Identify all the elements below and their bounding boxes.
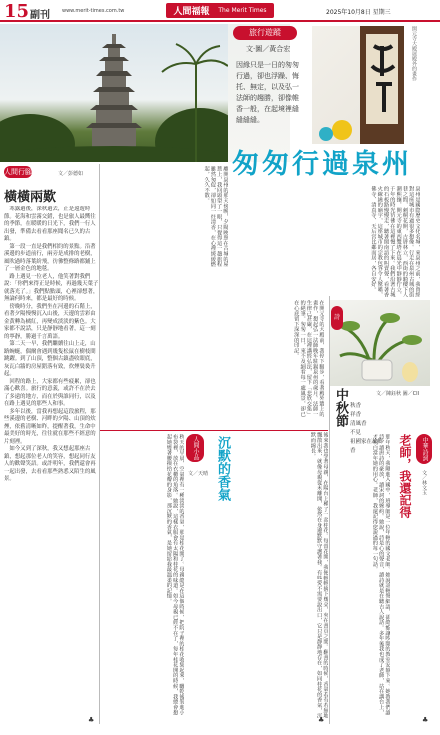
article-body [4, 206, 100, 716]
article-body: 泉州是國際歷史文化名城，來泉州之前，我曾經對這座城市有過很多想像。行走在泉州古城的街巷之間，刺桐花開，古厝林立，西街的騎樓下人潮熙攘，開元寺的東西雙塔在晨光中靜靜佇立，千年的時光彷彿在這裡慢了下來。我們沿著古城的石板路慢慢走，聽著閩南語的叫賣聲，看著香火繚繞的廟宇，這座城市的宗教包容令人驚嘆，佛寺、清真寺、天后宮比鄰而居，各自安好。 [369, 186, 420, 298]
page-number: 15 [4, 1, 30, 22]
article-title: 橫橫兩歎 [4, 190, 57, 205]
column-tag-label: 行腳 [18, 168, 32, 176]
poem-line: 清風香 [350, 421, 367, 427]
article-title: 老師，我還記得 [398, 434, 412, 518]
article-body-continued: 後來我也學著母親，在陽台上種了一盆桂花。每當花開，我便輕輕摘下幾朵，夾在書頁之間。翻書的時候，香氣若有若無地飄散出來，就像母親從未離開，依然在身邊默默守護著我。有些愛不需要說出口，它只是靜靜地存在，如同桂花的香氣，沉默而綿長。 [309, 432, 328, 719]
paragraph: 第一段一直是我們相約的景點。沿著溪邊的步道前行，兩旁是成排的老樹，風吹過時落葉紛飛，彷彿整條路都鋪上了一層金色的地毯。 [4, 243, 96, 272]
paragraph: 如今又到了深秋，我又想起那座古鎮，想起那位老人的笑容，想起同行友人的歡聲笑語。或許明年，我們還會再一起出發，去看看那些熟悉又陌生的風景。 [4, 446, 96, 482]
column-tag: 人間小品 [186, 434, 204, 462]
byline: 文／彭德如 [58, 171, 84, 177]
site-url[interactable]: www.merit-times.com.tw [62, 8, 125, 14]
article-body-continued: 離開泉州的那天傍晚，夕陽映照在古城的屋簷上，我回頭望了一眼，只覺得這一趟旅程雖然匆促，卻如同一炷清香，在心裡緩緩燃起，久久不散。 [203, 166, 228, 267]
paragraph: 寒露過後，深秋過去，正是遠遊時節。花海和雲霧交錯，也是旅人最嚮往的季節，在暖暖的日光下，我們一行人出發，準備去看看那座聞名已久的古鎮。 [4, 206, 96, 242]
flower-pot-photo [330, 300, 430, 386]
article-title: 沉默的香氣 [215, 436, 230, 501]
article-body: 秋天的早晨，空氣裡有一種淡淡的香氣，那是桂花開了。母親總是在這個時候，把院子裡的桂花收集起來，曬乾後裝進小布袋裡，放在衣櫃的角落。她說，這樣衣服會有太陽和桂花的味道。如今母親已經不在了，每年桂花開的時候，我總會想起她彎著腰撿拾花瓣的身影，那沉默的香氣，是她留給我最溫柔的記憶。 [165, 434, 184, 715]
poem-line: 香 [350, 448, 356, 454]
byline: 文／陳鈺秋 圖／CII [376, 391, 420, 397]
calligraphy-artwork [312, 26, 404, 144]
article-intro: 因緣只是一日的匆匆行過，卻也浮躁、悔托、無定，以及弘一法師的趨勝，卻像帷香一般，在起境裡縫縫縫縫。 [236, 61, 299, 124]
poem-line: 祖國家在故鄉 [350, 439, 384, 445]
pagoda-illustration [0, 24, 228, 162]
article-body-continued: 在開元寺的大殿前，我停下腳步，看著殿外牆上的畫作，想起弘一法師晚年駐錫泉州的歲月。法師一生律己甚嚴，在這裡講經弘法，留下「悲欣交集」的絕筆。匆匆一日，來不及細看每一處風景，卻已在心底留下深深的印記。 [292, 300, 324, 417]
poem-line: 祥香 [350, 412, 362, 418]
column-tag: 中華詩詞 [416, 434, 432, 464]
article-title: 匆匆行過泉州 [232, 149, 412, 180]
paper-name-en: The Merit Times [218, 7, 267, 14]
paragraph: 第二天一早，我們繼續往山上走，山路蜿蜒，偶爾會遇到幾隻松鼠在樹枝間跳躍。到了山頂，整個古鎮盡收眼底，灰瓦白牆的房屋錯落有致，炊煙裊裊升起。 [4, 341, 96, 377]
masthead-logo [166, 3, 274, 18]
issue-date: 2025年10月8日 星期三 [326, 9, 391, 16]
column-tag [4, 166, 32, 178]
photo-caption: 開元寺大殿展殿外的畫作 [411, 26, 417, 81]
paragraph: 回程的路上，大家都有些疲累，卻也滿心歡喜。旅行的意義，或許不在於去了多遠的地方，而在於與誰同行，以及在路上遇見的那些人和事。 [4, 378, 96, 407]
paper-name: 人間福報 [173, 7, 210, 17]
potted-plant-illustration [330, 300, 430, 386]
club-icon: ♣ [318, 716, 325, 724]
poem-line: 不見 [350, 430, 362, 436]
poem-line: 秋香 [350, 403, 362, 409]
section-name: 副刊 [30, 10, 50, 21]
poem-title: 中秋節 [333, 388, 348, 427]
temple-artwork-photo [312, 26, 404, 144]
pagoda-photo [0, 24, 228, 162]
byline: 文／林文玉 [421, 470, 427, 495]
article-body: 那年秋天，我剛進入國中，班導師是一位年輕的國文老師。她說話輕聲細語，卻總能讓吵鬧的教室安靜下來。她教我們讀詩，讀唐詩的豪放，讀宋詞的婉約。她說，詩是心的聲音，讀詩就是在聽古人說話。多年後我也成了老師，站在講台上，才明白當年她的用心。老師，我還記得您說過的每一句話。 [371, 434, 390, 715]
column-tag-label: 人間 [4, 168, 18, 176]
column-tag: 詩 [331, 306, 343, 330]
paragraph: 路上遇見一位老人，他笑著對我們說：「你們來得正是時候，再過幾天葉子就落光了。」我們點點頭，心裡卻想著，無論何時來，都是最好的時候。 [4, 273, 99, 302]
column-tag: 旅行遊蹤 [233, 26, 297, 40]
paragraph: 傍晚時分，我們坐在河邊的石階上，看著夕陽慢慢沉入山後，天邊的雲彩由金黃轉為橘紅，再變成淡淡的紫色。大家都不說話，只是靜靜地看著，這一刻的寧靜，勝過千言萬語。 [4, 303, 96, 340]
section-divider [100, 430, 328, 431]
paragraph: 多年以後，當我再想起這段旅程，那些溪邊的老樹、河畔的夕陽、山頂的炊煙，依舊清晰如昨，提醒著我，生命中最美好的時光，往往就在那些不經意的片刻裡。 [4, 408, 96, 445]
club-icon: ♣ [88, 716, 95, 724]
club-icon: ♣ [422, 716, 429, 724]
byline: 文‧圖／黃合宏 [246, 45, 291, 53]
byline: 文／天晴 [188, 471, 209, 477]
